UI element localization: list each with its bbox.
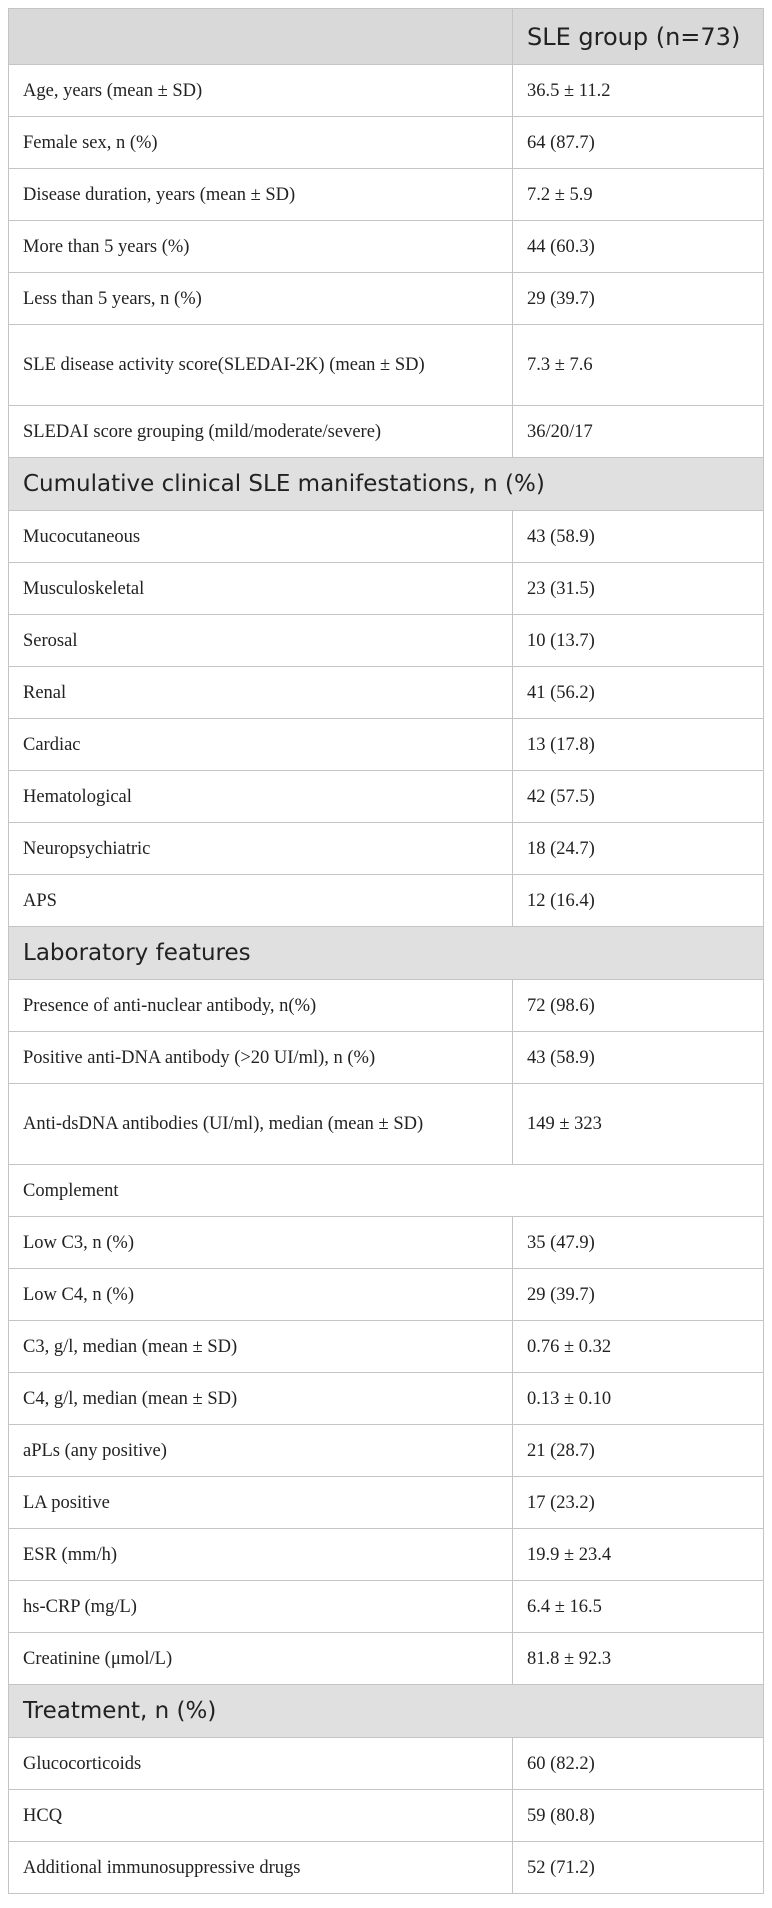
table-row (9, 823, 764, 875)
row-value: 29 (39.7) (513, 273, 764, 325)
row-value: 36.5 ± 11.2 (513, 65, 764, 117)
row-label: More than 5 years (%) (9, 221, 513, 273)
row-value: 41 (56.2) (513, 667, 764, 719)
table-row (9, 980, 764, 1032)
table-row (9, 1581, 764, 1633)
section-header-treatment (9, 1685, 764, 1738)
section-header-laboratory (9, 927, 764, 980)
row-value: 13 (17.8) (513, 719, 764, 771)
row-value: 0.76 ± 0.32 (513, 1321, 764, 1373)
table-row (9, 667, 764, 719)
row-value: 36/20/17 (513, 406, 764, 458)
table-row (9, 875, 764, 927)
row-value: 17 (23.2) (513, 1477, 764, 1529)
row-label: Renal (9, 667, 513, 719)
row-value: 52 (71.2) (513, 1842, 764, 1894)
table-row (9, 1084, 764, 1165)
row-label: Additional immunosuppressive drugs (9, 1842, 513, 1894)
row-label: SLE disease activity score(SLEDAI-2K) (mean ± SD) (9, 325, 513, 406)
table-row (9, 325, 764, 406)
table-row (9, 1842, 764, 1894)
table-row (9, 169, 764, 221)
complement-subheader-row (9, 1165, 764, 1217)
table-row (9, 1425, 764, 1477)
row-value: 7.2 ± 5.9 (513, 169, 764, 221)
characteristics-table (8, 8, 764, 1894)
row-value: 42 (57.5) (513, 771, 764, 823)
row-value: 10 (13.7) (513, 615, 764, 667)
row-label: Age, years (mean ± SD) (9, 65, 513, 117)
table-row (9, 117, 764, 169)
table-row (9, 1269, 764, 1321)
row-value: 81.8 ± 92.3 (513, 1633, 764, 1685)
row-value: 59 (80.8) (513, 1790, 764, 1842)
row-value: 149 ± 323 (513, 1084, 764, 1165)
table-row (9, 719, 764, 771)
row-label: Musculoskeletal (9, 563, 513, 615)
table-row (9, 1321, 764, 1373)
row-value: 43 (58.9) (513, 511, 764, 563)
table-row (9, 221, 764, 273)
row-label: Disease duration, years (mean ± SD) (9, 169, 513, 221)
row-label: Neuropsychiatric (9, 823, 513, 875)
row-label: Serosal (9, 615, 513, 667)
table-row (9, 1477, 764, 1529)
row-label: C3, g/l, median (mean ± SD) (9, 1321, 513, 1373)
row-label: Less than 5 years, n (%) (9, 273, 513, 325)
row-label: Mucocutaneous (9, 511, 513, 563)
row-label: Low C4, n (%) (9, 1269, 513, 1321)
row-value: 18 (24.7) (513, 823, 764, 875)
row-value: 43 (58.9) (513, 1032, 764, 1084)
table-header-row (9, 9, 764, 65)
row-value: 60 (82.2) (513, 1738, 764, 1790)
table-row (9, 563, 764, 615)
row-label: Female sex, n (%) (9, 117, 513, 169)
row-value: 7.3 ± 7.6 (513, 325, 764, 406)
row-value: 35 (47.9) (513, 1217, 764, 1269)
section-title: Treatment, n (%) (9, 1685, 764, 1738)
row-value: 44 (60.3) (513, 221, 764, 273)
row-label: SLEDAI score grouping (mild/moderate/severe) (9, 406, 513, 458)
table-row (9, 1738, 764, 1790)
table-row (9, 273, 764, 325)
row-label: Creatinine (μmol/L) (9, 1633, 513, 1685)
row-label: Glucocorticoids (9, 1738, 513, 1790)
section-title: Cumulative clinical SLE manifestations, n (%) (9, 458, 764, 511)
table-row (9, 1373, 764, 1425)
table-row (9, 406, 764, 458)
table-row (9, 615, 764, 667)
row-label: Positive anti-DNA antibody (>20 UI/ml), n (%) (9, 1032, 513, 1084)
row-label: Presence of anti-nuclear antibody, n(%) (9, 980, 513, 1032)
row-label: LA positive (9, 1477, 513, 1529)
row-value: 19.9 ± 23.4 (513, 1529, 764, 1581)
section-header-manifestations (9, 458, 764, 511)
header-group-cell: SLE group (n=73) (513, 9, 764, 65)
row-label: C4, g/l, median (mean ± SD) (9, 1373, 513, 1425)
table-row (9, 1032, 764, 1084)
row-value: 0.13 ± 0.10 (513, 1373, 764, 1425)
row-label: hs-CRP (mg/L) (9, 1581, 513, 1633)
header-label-cell (9, 9, 513, 65)
row-value: 23 (31.5) (513, 563, 764, 615)
row-label: Cardiac (9, 719, 513, 771)
row-label: APS (9, 875, 513, 927)
row-label: Low C3, n (%) (9, 1217, 513, 1269)
table-row (9, 65, 764, 117)
row-label: Anti-dsDNA antibodies (UI/ml), median (mean ± SD) (9, 1084, 513, 1165)
row-value: 21 (28.7) (513, 1425, 764, 1477)
section-title: Laboratory features (9, 927, 764, 980)
row-value: 64 (87.7) (513, 117, 764, 169)
table-row (9, 1529, 764, 1581)
row-label: ESR (mm/h) (9, 1529, 513, 1581)
table-row (9, 1633, 764, 1685)
table-row (9, 771, 764, 823)
row-value: 72 (98.6) (513, 980, 764, 1032)
row-value: 29 (39.7) (513, 1269, 764, 1321)
table-row (9, 1217, 764, 1269)
row-label: HCQ (9, 1790, 513, 1842)
row-value: 6.4 ± 16.5 (513, 1581, 764, 1633)
row-label: Hematological (9, 771, 513, 823)
table-row (9, 1790, 764, 1842)
table-row (9, 511, 764, 563)
complement-label: Complement (9, 1165, 764, 1217)
row-value: 12 (16.4) (513, 875, 764, 927)
row-label: aPLs (any positive) (9, 1425, 513, 1477)
